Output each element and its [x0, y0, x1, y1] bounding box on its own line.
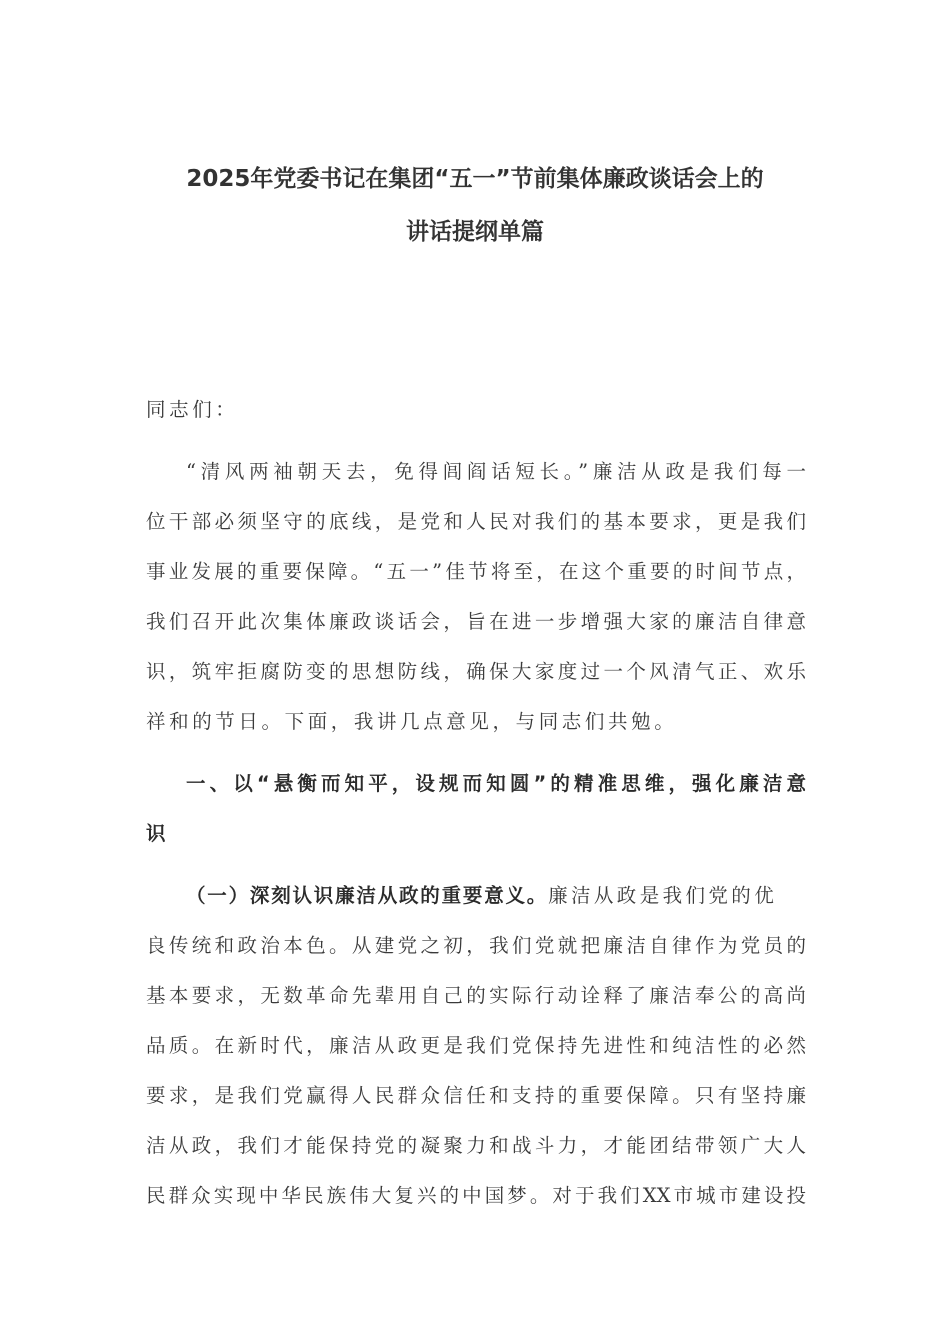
intro-line-6: 祥和的节日。下面，我讲几点意见，与同志们共勉。 — [146, 710, 678, 733]
subsection-1-line-4: 品质。在新时代，廉洁从政更是我们党保持先进性和纯洁性的必然 — [146, 1034, 806, 1057]
subsection-1-first-line — [186, 884, 806, 908]
document-title-line-1: 2025年党委书记在集团“五一”节前集体廉政谈话会上的 — [186, 166, 764, 192]
subsection-1-first-line-text: 廉洁从政是我们党的优 — [548, 884, 778, 907]
intro-line-1: “清风两袖朝天去，免得闾阎话短长。”廉洁从政是我们每一 — [186, 460, 806, 483]
subsection-1-heading: （一）深刻认识廉洁从政的重要意义。 — [186, 884, 549, 907]
section-1-heading-line-1: 一、以“悬衡而知平，设规而知圆”的精准思维，强化廉洁意 — [186, 772, 806, 795]
intro-line-5: 识，筑牢拒腐防变的思想防线，确保大家度过一个风清气正、欢乐 — [146, 660, 806, 683]
subsection-1-line-2: 良传统和政治本色。从建党之初，我们党就把廉洁自律作为党员的 — [146, 934, 806, 957]
salutation: 同志们： — [146, 398, 239, 421]
intro-line-3: 事业发展的重要保障。“五一”佳节将至，在这个重要的时间节点， — [146, 560, 806, 583]
intro-line-2: 位干部必须坚守的底线，是党和人民对我们的基本要求，更是我们 — [146, 510, 806, 533]
intro-line-4: 我们召开此次集体廉政谈话会，旨在进一步增强大家的廉洁自律意 — [146, 610, 806, 633]
subsection-1-line-7: 民群众实现中华民族伟大复兴的中国梦。对于我们XX市城市建设投 — [146, 1184, 806, 1207]
subsection-1-line-6: 洁从政，我们才能保持党的凝聚力和战斗力，才能团结带领广大人 — [146, 1134, 806, 1157]
subsection-1-line-5: 要求，是我们党赢得人民群众信任和支持的重要保障。只有坚持廉 — [146, 1084, 806, 1107]
section-1-heading-line-2: 识 — [146, 822, 168, 845]
subsection-1-line-3: 基本要求，无数革命先辈用自己的实际行动诠释了廉洁奉公的高尚 — [146, 984, 806, 1007]
document-title-line-2: 讲话提纲单篇 — [406, 219, 544, 245]
